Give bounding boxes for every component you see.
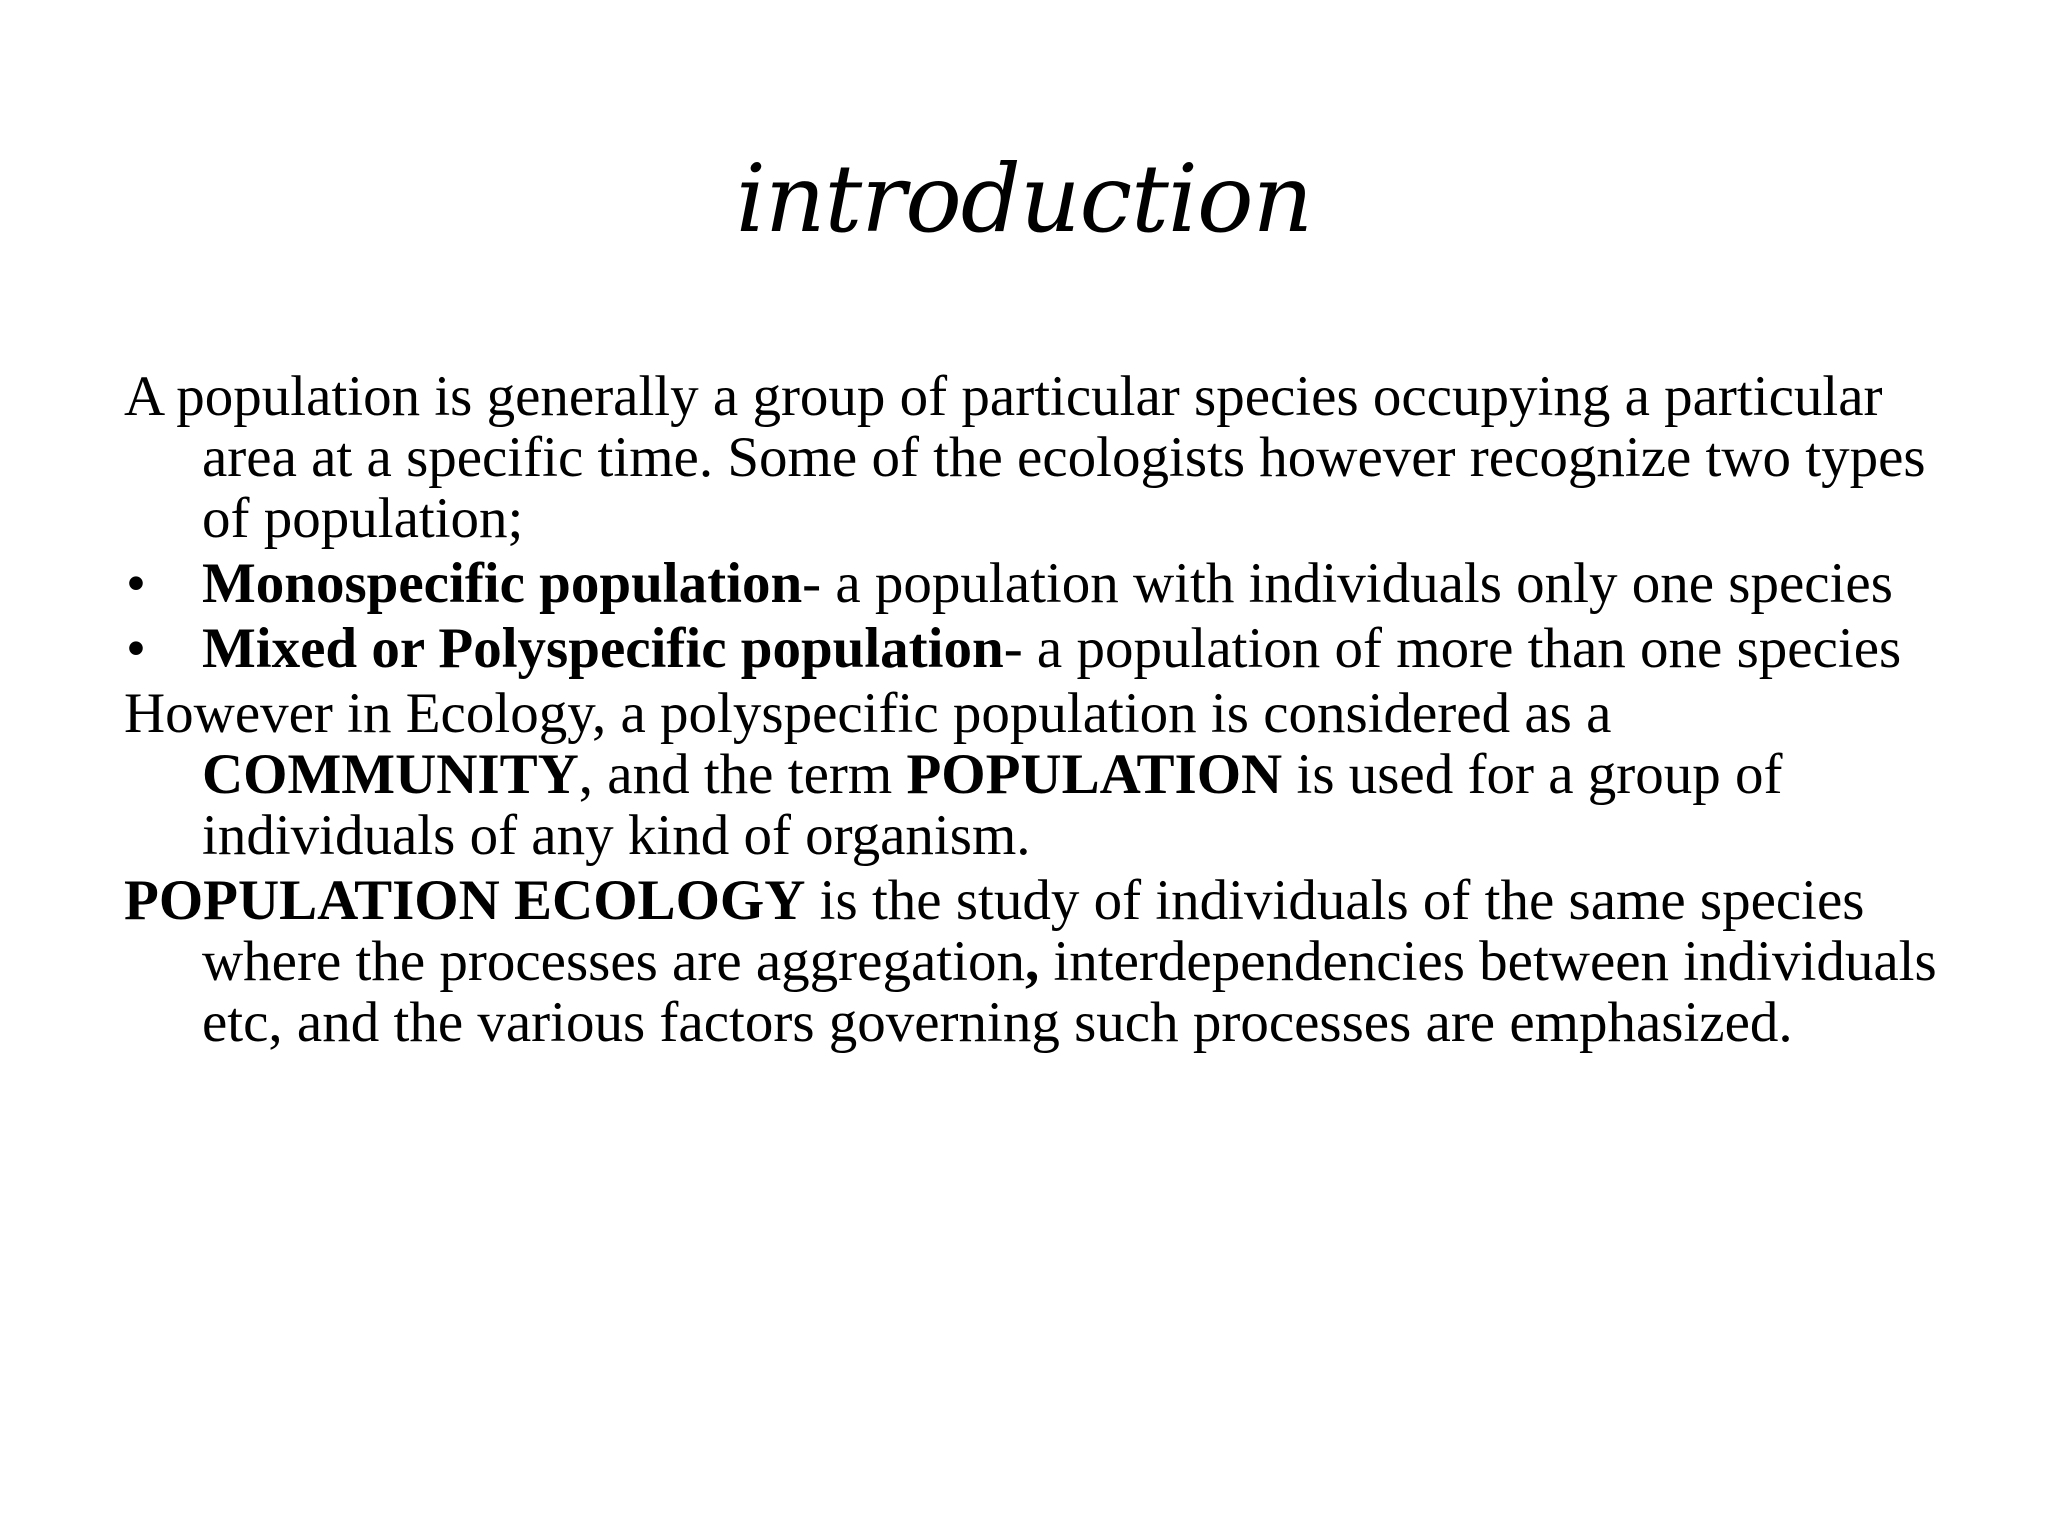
definition-monospecific: - a population with individuals only one species [802, 552, 1893, 615]
bold-comma: , [1024, 930, 1040, 993]
community-text-1: However in Ecology, a polyspecific population is considered as a [124, 682, 1612, 745]
term-population: POPULATION [906, 743, 1283, 806]
intro-paragraph: A population is generally a group of particular species occupying a particular area at a specific time. Some of the ecologists however recognize two types of population; [124, 365, 1926, 550]
term-population-ecology: POPULATION ECOLOGY [124, 869, 806, 932]
slide-body [124, 366, 1954, 1057]
community-text-2: , and the term [578, 743, 907, 806]
community-paragraph [124, 683, 1954, 866]
population-ecology-paragraph [124, 870, 1954, 1053]
population-ecology-text-1: is the study of individuals of the same species where the processes are aggregation [202, 869, 1865, 993]
term-polyspecific: Mixed or Polyspecific population [202, 617, 1004, 680]
bullet-icon: • [126, 552, 146, 615]
bullet-monospecific [124, 553, 1954, 614]
term-monospecific: Monospecific population [202, 552, 803, 615]
definition-polyspecific: - a population of more than one species [1003, 617, 1902, 680]
slide-title: introduction [735, 145, 1313, 254]
population-ecology-text-2: interdependencies between individuals etc, and the various factors governing such processes are emphasized. [202, 930, 1937, 1054]
bullet-polyspecific [124, 618, 1954, 679]
bullet-icon: • [126, 617, 146, 680]
term-community: COMMUNITY [202, 743, 579, 806]
community-text-3: is used for a group of individuals of any kind of organism. [202, 743, 1783, 867]
